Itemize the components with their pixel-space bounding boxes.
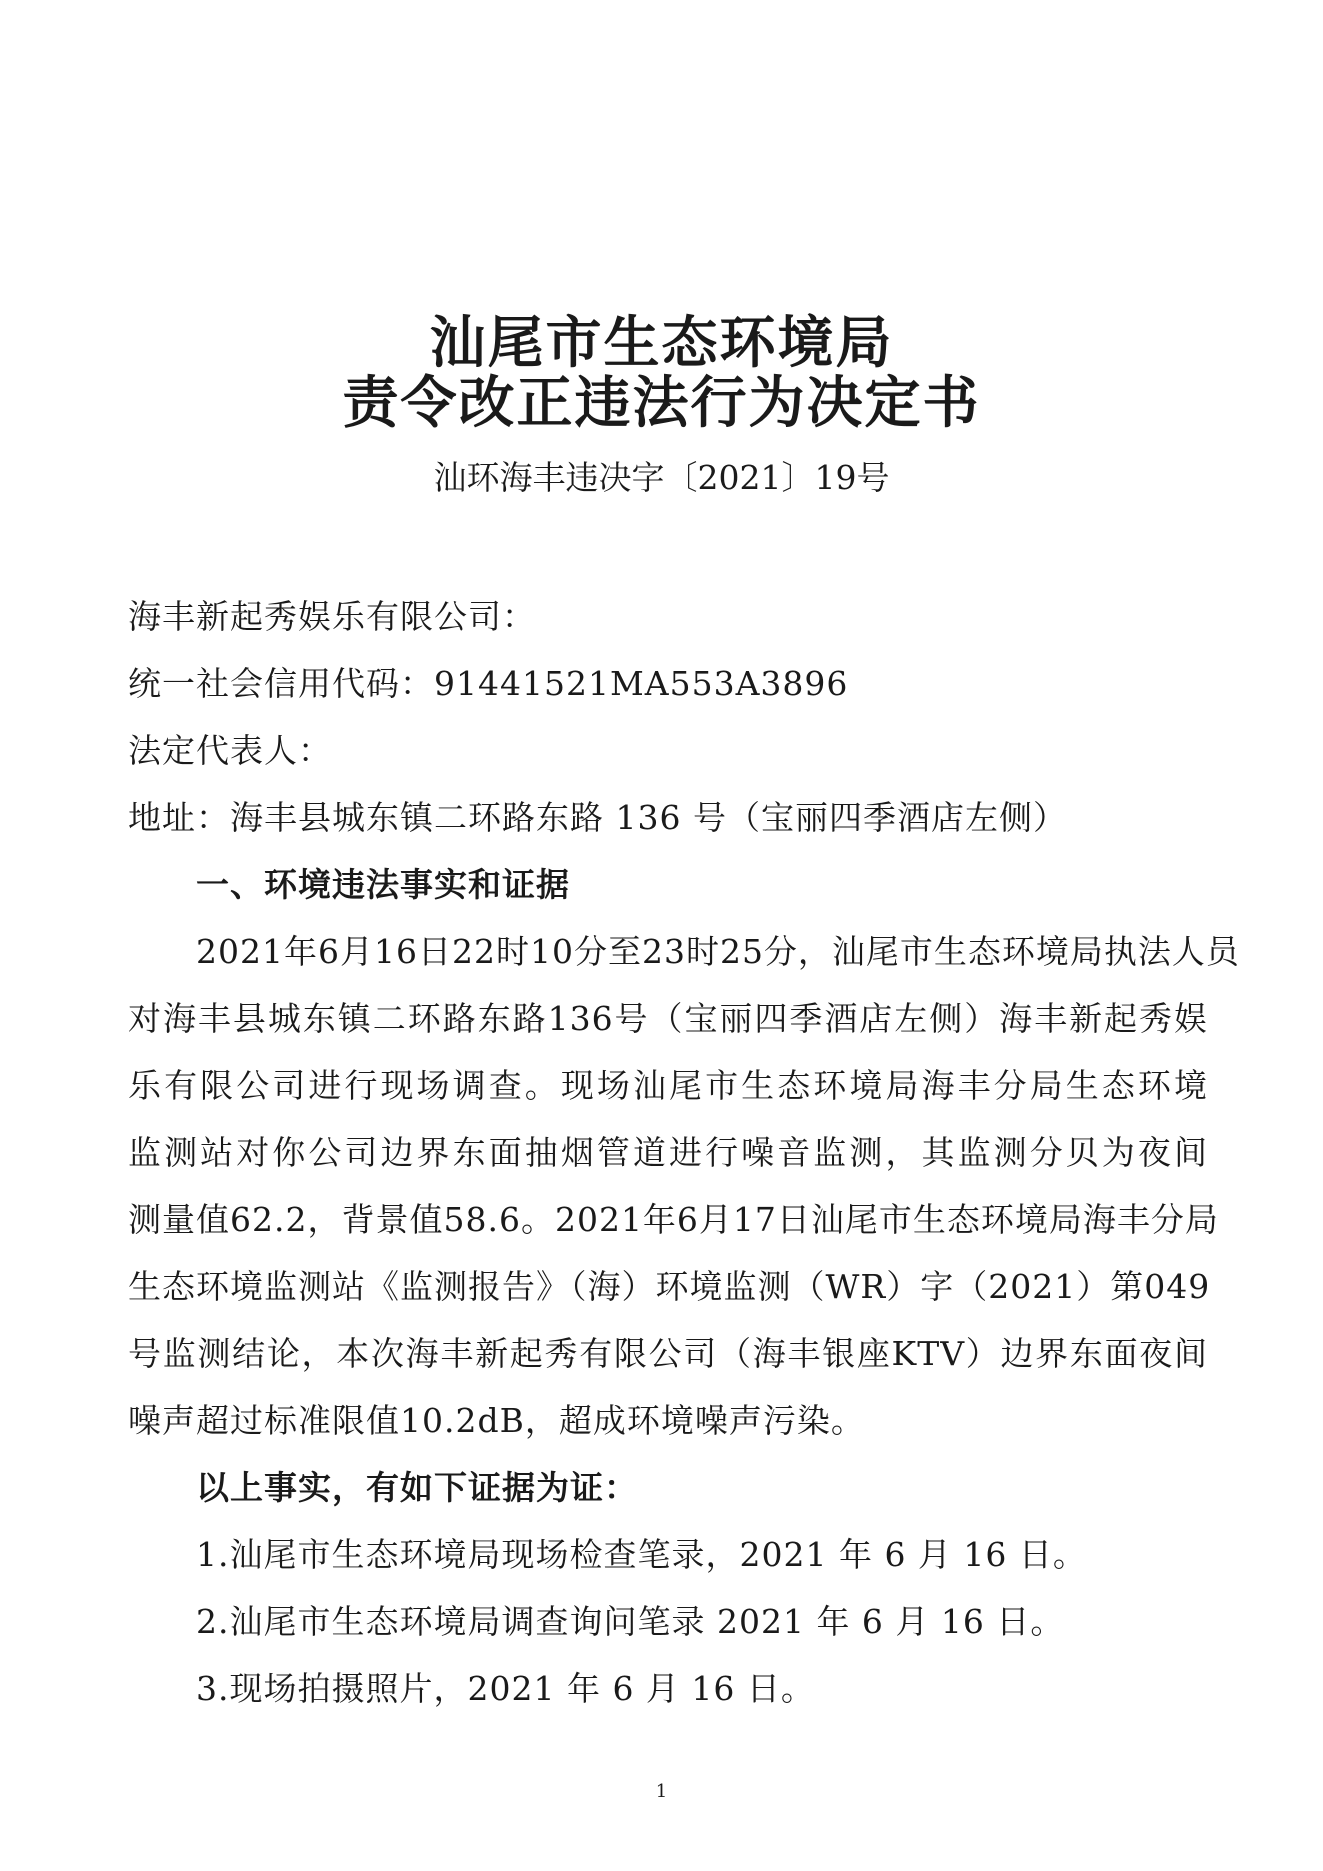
- page-number: 1: [655, 1781, 668, 1802]
- paragraph-line: 号监测结论，本次海丰新起秀有限公司（海丰银座KTV）边界东面夜间: [128, 1334, 1208, 1373]
- party-credit-code: 统一社会信用代码：91441521MA553A3896: [128, 664, 849, 703]
- document-title-type: 责令改正违法行为决定书: [342, 371, 981, 436]
- paragraph-line: 测量值62.2，背景值58.6。2021年6月17日汕尾市生态环境局海丰分局: [128, 1200, 1219, 1239]
- paragraph-line: 2021年6月16日22时10分至23时25分，汕尾市生态环境局执法人员: [196, 932, 1240, 971]
- evidence-item: 3.现场拍摄照片，2021 年 6 月 16 日。: [196, 1669, 815, 1708]
- document-number: 汕环海丰违决字〔2021〕19号: [433, 458, 890, 497]
- paragraph-line: 乐有限公司进行现场调查。现场汕尾市生态环境局海丰分局生态环境: [128, 1066, 1208, 1105]
- evidence-item: 1.汕尾市生态环境局现场检查笔录，2021 年 6 月 16 日。: [196, 1535, 1087, 1574]
- party-address: 地址：海丰县城东镇二环路东路 136 号（宝丽四季酒店左侧）: [128, 798, 1067, 837]
- evidence-heading: 以上事实，有如下证据为证：: [196, 1468, 638, 1507]
- paragraph-line: 噪声超过标准限值10.2dB，超成环境噪声污染。: [128, 1401, 865, 1440]
- paragraph-line: 生态环境监测站《监测报告》（海）环境监测（WR）字（2021）第049: [128, 1267, 1211, 1306]
- section-heading-facts: 一、环境违法事实和证据: [196, 865, 570, 904]
- paragraph-line: 监测站对你公司边界东面抽烟管道进行噪音监测，其监测分贝为夜间: [128, 1133, 1208, 1172]
- document-title-agency: 汕尾市生态环境局: [429, 311, 894, 376]
- evidence-item: 2.汕尾市生态环境局调查询问笔录 2021 年 6 月 16 日。: [196, 1602, 1065, 1641]
- party-company: 海丰新起秀娱乐有限公司：: [128, 597, 536, 636]
- paragraph-line: 对海丰县城东镇二环路东路136号（宝丽四季酒店左侧）海丰新起秀娱: [128, 999, 1208, 1038]
- party-legal-representative: 法定代表人：: [128, 731, 332, 770]
